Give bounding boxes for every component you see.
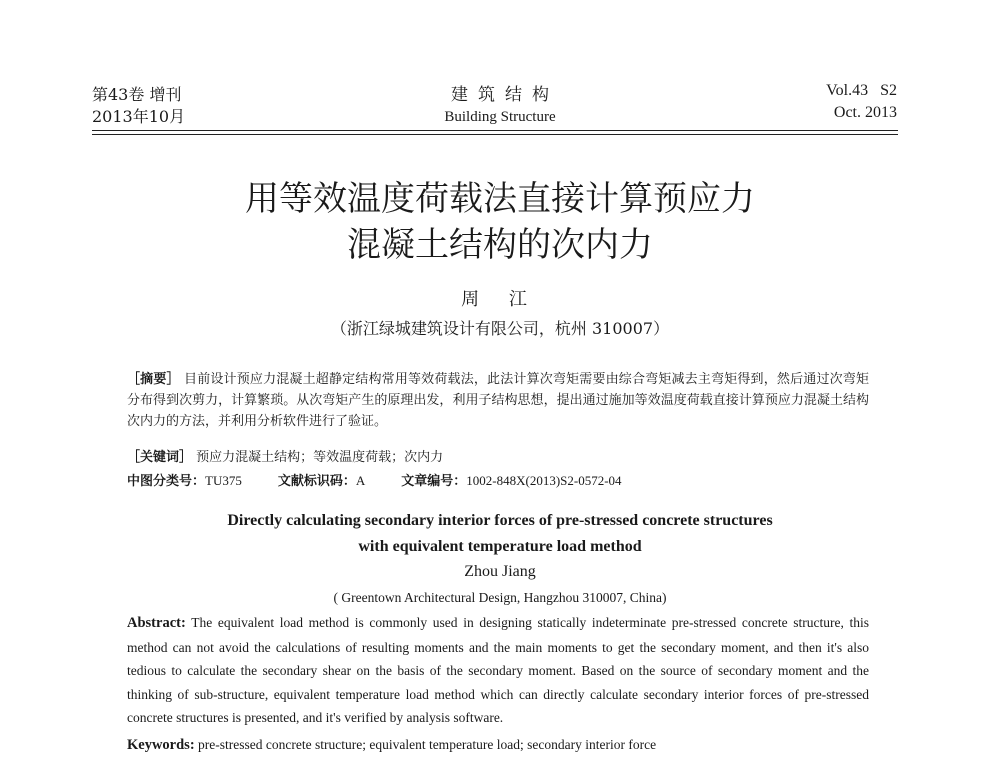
title-cn-line1: 用等效温度荷载法直接计算预应力 [245, 179, 755, 219]
abstract-cn [127, 369, 869, 432]
doc-code-value: A [355, 473, 366, 488]
classification-line [127, 470, 622, 489]
affiliation-cn: （浙江绿城建筑设计有限公司，杭州 310007） [330, 319, 670, 338]
keywords-cn-text: 预应力混凝土结构；等效温度荷载；次内力 [196, 450, 444, 465]
keywords-en-label: Keywords: [127, 737, 195, 753]
keywords-cn-label: ［关键词］ [127, 450, 193, 465]
author-cn: 周 江 [461, 289, 539, 310]
abstract-en-label: Abstract: [127, 615, 186, 631]
volume-cn: 第43卷 增刊 [92, 85, 182, 104]
keywords-en [127, 737, 656, 754]
title-cn-line2: 混凝土结构的次内力 [347, 225, 653, 265]
abstract-cn-text: 目前设计预应力混凝土超静定结构常用等效荷载法，此法计算次弯矩需要由综合弯矩减去主弯矩得到，然后通过次弯矩分布得到次剪力，计算繁琐。从次弯矩产生的原理出发，利用子结构思想，提出通过施加等效温度荷载直接计算预应力混凝土结构次内力的方法，并利用分析软件进行了验证。 [127, 372, 869, 429]
abstract-cn-label: ［摘要］ [127, 372, 180, 387]
clc-label: 中图分类号： [127, 474, 206, 489]
volume-en: Vol.43 S2 [826, 82, 897, 99]
clc-value: TU375 [205, 473, 242, 488]
keywords-cn [127, 446, 443, 465]
doc-code-label: 文献标识码： [277, 474, 356, 489]
abstract-en [127, 611, 869, 730]
author-en: Zhou Jiang [464, 563, 536, 580]
header-rule-top [92, 130, 898, 131]
title-en-line1: Directly calculating secondary interior forces of pre-stressed concrete structures [227, 512, 773, 529]
title-en-line2: with equivalent temperature load method [358, 538, 642, 555]
header-rule-bottom [92, 134, 898, 135]
date-en: Oct. 2013 [833, 104, 897, 121]
keywords-en-text: pre-stressed concrete structure; equivalent temperature load; secondary interior force [198, 737, 657, 752]
journal-name-cn: 建筑结构 [451, 85, 559, 105]
header-right [826, 80, 897, 124]
journal-name-en: Building Structure [444, 109, 556, 125]
abstract-en-text: The equivalent load method is commonly used in designing statically indeterminate pre-stressed concrete structure, this method can not avoid the calculations of resulting moments and the main moments to get the secondary moment, and then it's also tedious to calculate the secondary shear on the basis of the secondary moment. Based on the source of secondary moment and the thinking of sub-structure, equivalent temperature load method which can directly calculate secondary interior forces of pre-stressed concrete structures is presented, and it's verified by analysis software. [127, 615, 869, 725]
article-no-value: 1002-848X(2013)S2-0572-04 [466, 473, 622, 488]
date-cn: 2013年10月 [92, 107, 186, 126]
affiliation-en: ( Greentown Architectural Design, Hangzhou 310007, China) [333, 590, 667, 605]
article-no-label: 文章编号： [401, 474, 467, 489]
